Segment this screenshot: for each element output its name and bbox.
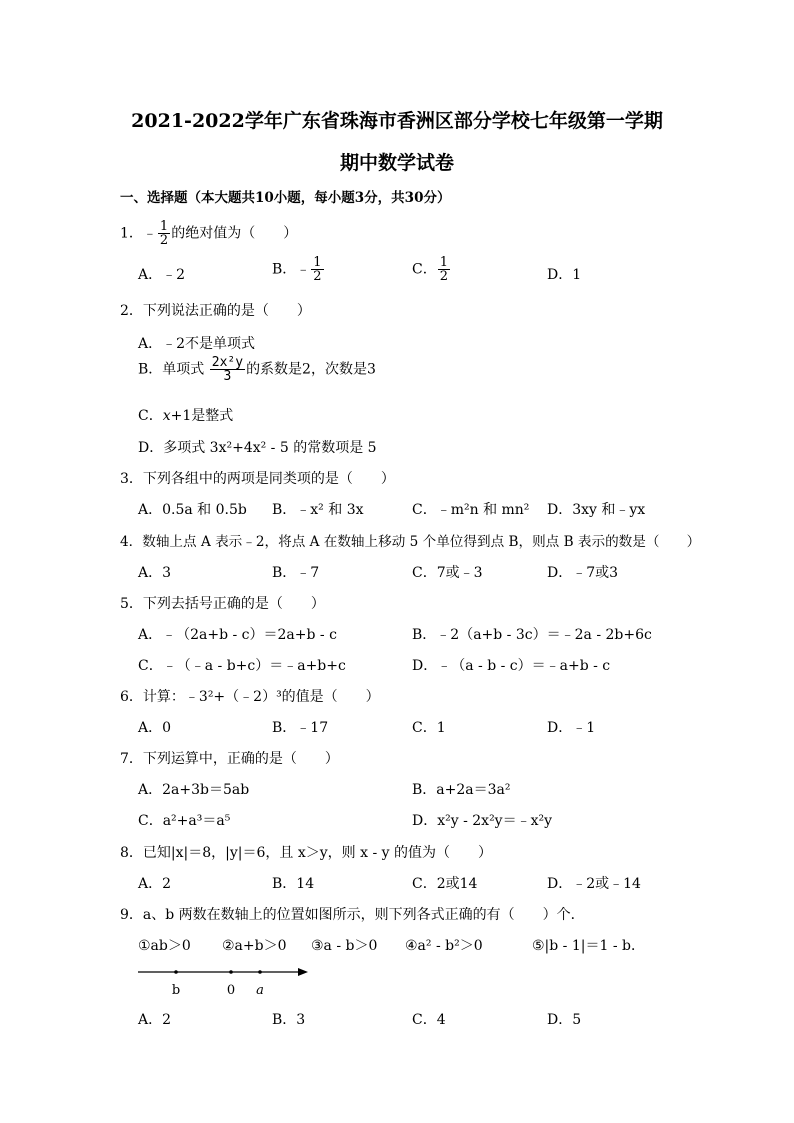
point-zero-tick bbox=[229, 970, 233, 974]
question-1-stem bbox=[120, 220, 297, 247]
q1-option-d: D．1 bbox=[547, 267, 582, 283]
q1-stem-text: 的绝对值为（ ） bbox=[171, 225, 298, 242]
q1-c-fraction bbox=[438, 256, 450, 283]
number-line-arrow bbox=[298, 968, 308, 976]
q3-option-b: B．﹣x² 和 3x bbox=[272, 502, 364, 518]
q2-option-a: A．﹣2不是单项式 bbox=[138, 336, 256, 352]
q9-statement-4: ④a² - b²＞0 bbox=[405, 938, 483, 954]
q9-option-b: B．3 bbox=[272, 1012, 306, 1028]
q6-option-d: D．﹣1 bbox=[547, 720, 596, 736]
q1-num: 1． bbox=[120, 225, 143, 242]
q1-option-a: A．﹣2 bbox=[138, 267, 186, 283]
q2-c-rest: +1是整式 bbox=[170, 408, 234, 424]
q1-c-pre: C． bbox=[412, 261, 437, 278]
q2-option-d: D．多项式 3x²+4x² - 5 的常数项是 5 bbox=[138, 440, 377, 456]
q3-option-a: A．0.5a 和 0.5b bbox=[138, 502, 247, 518]
q1-frac-den: 2 bbox=[159, 233, 169, 248]
q6-option-c: C．1 bbox=[412, 720, 446, 736]
q9-statement-5: ⑤|b - 1|＝1 - b． bbox=[532, 938, 645, 954]
label-zero: 0 bbox=[226, 983, 236, 998]
q4-option-d: D．﹣7或3 bbox=[547, 565, 619, 581]
question-2-stem: 2．下列说法正确的是（ ） bbox=[120, 303, 311, 319]
title-line-2: 期中数学试卷 bbox=[339, 152, 454, 174]
question-5-stem: 5．下列去括号正确的是（ ） bbox=[120, 596, 325, 612]
q2-b-fraction bbox=[210, 356, 245, 383]
q9-statement-2: ②a+b＞0 bbox=[222, 938, 287, 954]
q5-option-a: A．﹣（2a+b - c）＝2a+b - c bbox=[138, 627, 337, 643]
q5-option-b: B．﹣2（a+b - 3c）＝﹣2a - 2b+6c bbox=[412, 627, 652, 643]
q1-neg: ﹣ bbox=[142, 225, 157, 242]
label-b: b bbox=[171, 983, 181, 998]
q7-option-d: D．x²y - 2x²y＝﹣x²y bbox=[412, 813, 553, 829]
q4-option-c: C．7或﹣3 bbox=[412, 565, 483, 581]
q3-option-d: D．3xy 和﹣yx bbox=[547, 502, 646, 518]
q7-option-a: A．2a+3b＝5ab bbox=[138, 782, 250, 798]
q2-b-num: 2x²y bbox=[211, 355, 244, 370]
q8-option-b: B．14 bbox=[272, 876, 315, 892]
q8-option-a: A．2 bbox=[138, 876, 172, 892]
q5-option-d: D．﹣（a - b - c）＝﹣a+b - c bbox=[412, 658, 611, 674]
q1-b-pre: B．﹣ bbox=[272, 261, 311, 278]
section-heading: 一、选择题（本大题共10小题，每小题3分，共30分） bbox=[120, 190, 451, 206]
q1-c-den: 2 bbox=[439, 269, 448, 284]
q2-option-b bbox=[138, 356, 376, 383]
q7-option-b: B．a+2a＝3a² bbox=[412, 782, 511, 798]
q4-option-a: A．3 bbox=[138, 565, 172, 581]
question-9-stem: 9．a、b 两数在数轴上的位置如图所示，则下列各式正确的有（ ）个． bbox=[120, 907, 585, 923]
question-7-stem: 7．下列运算中，正确的是（ ） bbox=[120, 751, 339, 767]
q3-option-c: C．﹣m²n 和 mn² bbox=[412, 502, 530, 518]
q1-b-den: 2 bbox=[313, 269, 322, 284]
q1-frac-num: 1 bbox=[159, 219, 169, 234]
q8-option-d: D．﹣2或﹣14 bbox=[547, 876, 641, 892]
q2-c-var: x bbox=[162, 408, 171, 424]
q9-option-d: D．5 bbox=[547, 1012, 582, 1028]
point-b-tick bbox=[174, 970, 178, 974]
q6-option-a: A．0 bbox=[138, 720, 172, 736]
number-line-figure bbox=[130, 960, 320, 1000]
q7-option-c: C．a²+a³＝a⁵ bbox=[138, 813, 231, 829]
q2-b-den: 3 bbox=[223, 369, 232, 384]
question-6-stem: 6．计算：﹣3²+（﹣2）³的值是（ ） bbox=[120, 689, 380, 705]
question-4-stem: 4．数轴上点 A 表示﹣2，将点 A 在数轴上移动 5 个单位得到点 B，则点 B 表示的数是（ ） bbox=[120, 534, 701, 550]
label-a: a bbox=[256, 983, 264, 998]
q5-option-c: C．﹣（﹣a - b+c）＝﹣a+b+c bbox=[138, 658, 346, 674]
q2-b-pre: B．单项式 bbox=[138, 361, 205, 378]
question-3-stem: 3．下列各组中的两项是同类项的是（ ） bbox=[120, 471, 395, 487]
q6-option-b: B．﹣17 bbox=[272, 720, 329, 736]
q8-option-c: C．2或14 bbox=[412, 876, 478, 892]
q2-option-c: C．x+1是整式 bbox=[138, 408, 234, 424]
q1-option-b bbox=[272, 256, 325, 283]
q1-c-num: 1 bbox=[439, 255, 448, 270]
q1-fraction bbox=[158, 220, 170, 247]
q9-option-c: C．4 bbox=[412, 1012, 446, 1028]
q9-statement-3: ③a - b＞0 bbox=[311, 938, 378, 954]
q2-b-post: 的系数是2，次数是3 bbox=[246, 361, 376, 378]
q9-option-a: A．2 bbox=[138, 1012, 172, 1028]
q1-option-c bbox=[412, 256, 451, 283]
q9-statement-1: ①ab＞0 bbox=[138, 938, 191, 954]
q1-b-fraction bbox=[311, 256, 323, 283]
point-a-tick bbox=[258, 970, 262, 974]
title-line-1: 2021-2022学年广东省珠海市香洲区部分学校七年级第一学期 bbox=[131, 110, 663, 132]
question-8-stem: 8．已知|x|＝8，|y|＝6，且 x＞y，则 x - y 的值为（ ） bbox=[120, 845, 492, 861]
q1-b-num: 1 bbox=[313, 255, 322, 270]
q4-option-b: B．﹣7 bbox=[272, 565, 320, 581]
